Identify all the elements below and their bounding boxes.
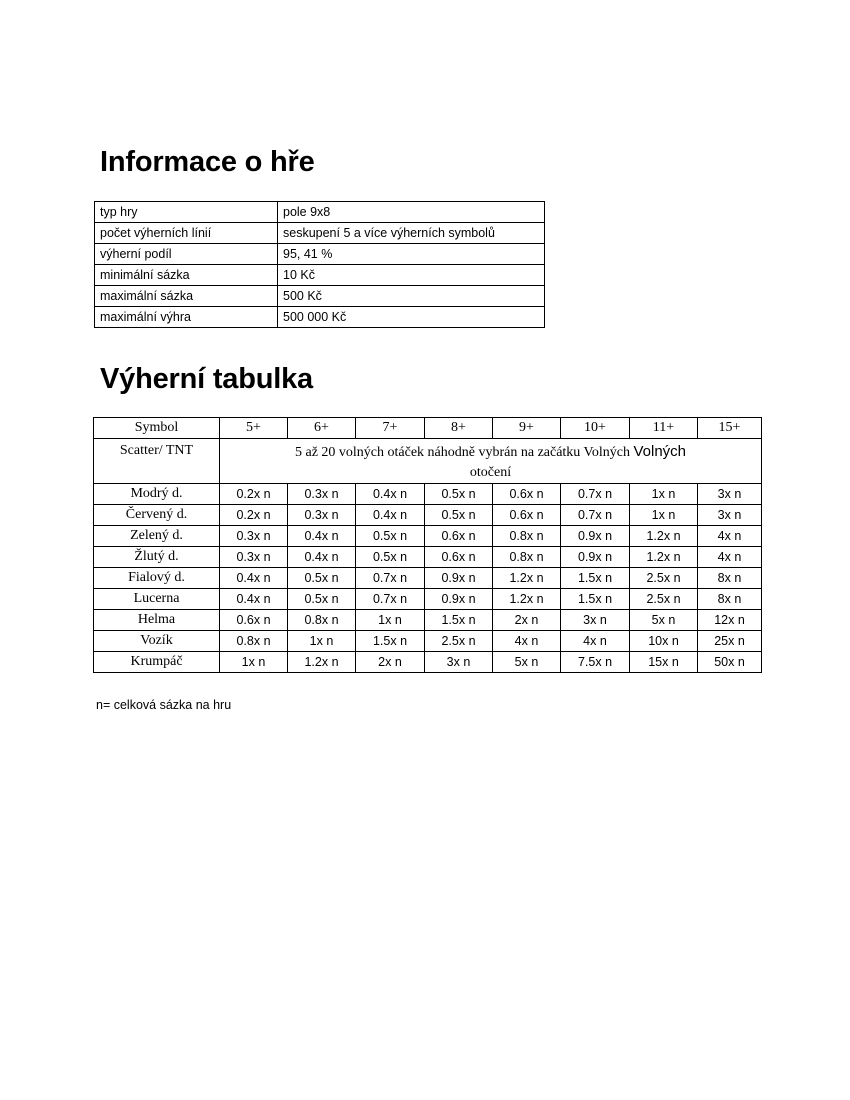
scatter-description bbox=[220, 439, 762, 484]
info-value: 500 000 Kč bbox=[278, 307, 545, 328]
payout-cell: 0.8x n bbox=[288, 610, 356, 631]
paytable-row bbox=[94, 547, 762, 568]
header-cell: 9+ bbox=[493, 418, 561, 439]
payout-cell: 25x n bbox=[698, 631, 762, 652]
paytable-row bbox=[94, 652, 762, 673]
footnote: n= celková sázka na hru bbox=[96, 698, 232, 712]
payout-cell: 0.9x n bbox=[425, 589, 493, 610]
payout-cell: 0.2x n bbox=[220, 505, 288, 526]
payout-cell: 0.4x n bbox=[288, 547, 356, 568]
payout-cell: 1.2x n bbox=[493, 568, 561, 589]
symbol-name: Fialový d. bbox=[94, 568, 220, 589]
payout-cell: 1.2x n bbox=[630, 547, 698, 568]
payout-cell: 1x n bbox=[630, 505, 698, 526]
payout-cell: 2x n bbox=[493, 610, 561, 631]
symbol-name: Krumpáč bbox=[94, 652, 220, 673]
info-row bbox=[95, 244, 545, 265]
symbol-name: Zelený d. bbox=[94, 526, 220, 547]
header-cell: 8+ bbox=[425, 418, 493, 439]
payout-cell: 3x n bbox=[698, 484, 762, 505]
payout-cell: 4x n bbox=[561, 631, 630, 652]
info-key: maximální sázka bbox=[95, 286, 278, 307]
payout-cell: 1x n bbox=[220, 652, 288, 673]
payout-cell: 0.5x n bbox=[356, 526, 425, 547]
info-value: 10 Kč bbox=[278, 265, 545, 286]
payout-cell: 0.5x n bbox=[425, 505, 493, 526]
payout-cell: 0.4x n bbox=[288, 526, 356, 547]
payout-cell: 12x n bbox=[698, 610, 762, 631]
payout-cell: 2.5x n bbox=[425, 631, 493, 652]
payout-cell: 15x n bbox=[630, 652, 698, 673]
paytable-row bbox=[94, 505, 762, 526]
info-key: minimální sázka bbox=[95, 265, 278, 286]
payout-cell: 1.5x n bbox=[356, 631, 425, 652]
info-row bbox=[95, 265, 545, 286]
info-key: počet výherních línií bbox=[95, 223, 278, 244]
payout-cell: 4x n bbox=[493, 631, 561, 652]
paytable-header-row bbox=[94, 418, 762, 439]
payout-cell: 0.7x n bbox=[561, 484, 630, 505]
payout-cell: 3x n bbox=[425, 652, 493, 673]
payout-cell: 0.5x n bbox=[288, 568, 356, 589]
header-cell: 10+ bbox=[561, 418, 630, 439]
header-cell: 11+ bbox=[630, 418, 698, 439]
paytable-row bbox=[94, 568, 762, 589]
payout-cell: 0.3x n bbox=[220, 547, 288, 568]
paytable-row bbox=[94, 589, 762, 610]
payout-cell: 1x n bbox=[356, 610, 425, 631]
symbol-name: Lucerna bbox=[94, 589, 220, 610]
info-row bbox=[95, 202, 545, 223]
payout-cell: 1.5x n bbox=[425, 610, 493, 631]
payout-cell: 7.5x n bbox=[561, 652, 630, 673]
payout-cell: 0.8x n bbox=[493, 526, 561, 547]
symbol-name: Modrý d. bbox=[94, 484, 220, 505]
info-row bbox=[95, 286, 545, 307]
scatter-symbol: Scatter/ TNT bbox=[94, 439, 220, 484]
payout-cell: 10x n bbox=[630, 631, 698, 652]
payout-cell: 0.2x n bbox=[220, 484, 288, 505]
header-cell: 5+ bbox=[220, 418, 288, 439]
payout-cell: 0.6x n bbox=[425, 547, 493, 568]
payout-cell: 1x n bbox=[288, 631, 356, 652]
payout-cell: 0.8x n bbox=[220, 631, 288, 652]
info-key: typ hry bbox=[95, 202, 278, 223]
payout-cell: 5x n bbox=[493, 652, 561, 673]
header-cell: 15+ bbox=[698, 418, 762, 439]
paytable-row bbox=[94, 631, 762, 652]
payout-cell: 0.4x n bbox=[356, 484, 425, 505]
scatter-row bbox=[94, 439, 762, 484]
header-cell: Symbol bbox=[94, 418, 220, 439]
payout-cell: 1x n bbox=[630, 484, 698, 505]
paytable-row bbox=[94, 610, 762, 631]
scatter-text-tail: otočení bbox=[469, 464, 512, 480]
payout-cell: 0.6x n bbox=[220, 610, 288, 631]
paytable bbox=[93, 417, 762, 673]
scatter-text-big: Volných bbox=[633, 442, 687, 460]
payout-cell: 1.2x n bbox=[630, 526, 698, 547]
payout-cell: 0.7x n bbox=[561, 505, 630, 526]
symbol-name: Žlutý d. bbox=[94, 547, 220, 568]
payout-cell: 50x n bbox=[698, 652, 762, 673]
payout-cell: 0.5x n bbox=[425, 484, 493, 505]
paytable-row bbox=[94, 526, 762, 547]
paytable-title: Výherní tabulka bbox=[100, 363, 313, 395]
symbol-name: Helma bbox=[94, 610, 220, 631]
payout-cell: 1.2x n bbox=[493, 589, 561, 610]
payout-cell: 0.4x n bbox=[220, 568, 288, 589]
payout-cell: 3x n bbox=[561, 610, 630, 631]
info-value: seskupení 5 a více výherních symbolů bbox=[278, 223, 545, 244]
payout-cell: 0.8x n bbox=[493, 547, 561, 568]
payout-cell: 3x n bbox=[698, 505, 762, 526]
payout-cell: 0.3x n bbox=[220, 526, 288, 547]
info-value: 500 Kč bbox=[278, 286, 545, 307]
payout-cell: 0.3x n bbox=[288, 484, 356, 505]
payout-cell: 0.4x n bbox=[356, 505, 425, 526]
payout-cell: 8x n bbox=[698, 568, 762, 589]
payout-cell: 0.5x n bbox=[288, 589, 356, 610]
payout-cell: 0.4x n bbox=[220, 589, 288, 610]
game-info-table bbox=[94, 201, 545, 328]
payout-cell: 2x n bbox=[356, 652, 425, 673]
payout-cell: 2.5x n bbox=[630, 589, 698, 610]
info-value: pole 9x8 bbox=[278, 202, 545, 223]
info-value: 95, 41 % bbox=[278, 244, 545, 265]
info-row bbox=[95, 223, 545, 244]
payout-cell: 0.7x n bbox=[356, 568, 425, 589]
info-key: maximální výhra bbox=[95, 307, 278, 328]
payout-cell: 0.5x n bbox=[356, 547, 425, 568]
payout-cell: 4x n bbox=[698, 547, 762, 568]
payout-cell: 0.9x n bbox=[561, 526, 630, 547]
symbol-name: Červený d. bbox=[94, 505, 220, 526]
payout-cell: 5x n bbox=[630, 610, 698, 631]
payout-cell: 1.5x n bbox=[561, 568, 630, 589]
payout-cell: 0.6x n bbox=[493, 484, 561, 505]
payout-cell: 1.2x n bbox=[288, 652, 356, 673]
payout-cell: 8x n bbox=[698, 589, 762, 610]
payout-cell: 0.6x n bbox=[425, 526, 493, 547]
payout-cell: 0.6x n bbox=[493, 505, 561, 526]
payout-cell: 0.3x n bbox=[288, 505, 356, 526]
scatter-text: 5 až 20 volných otáček náhodně vybrán na začátku Volných bbox=[294, 444, 630, 460]
payout-cell: 4x n bbox=[698, 526, 762, 547]
payout-cell: 0.7x n bbox=[356, 589, 425, 610]
payout-cell: 0.9x n bbox=[561, 547, 630, 568]
header-cell: 6+ bbox=[288, 418, 356, 439]
info-title: Informace o hře bbox=[100, 146, 315, 178]
symbol-name: Vozík bbox=[94, 631, 220, 652]
info-key: výherní podíl bbox=[95, 244, 278, 265]
payout-cell: 1.5x n bbox=[561, 589, 630, 610]
payout-cell: 0.9x n bbox=[425, 568, 493, 589]
paytable-row bbox=[94, 484, 762, 505]
payout-cell: 2.5x n bbox=[630, 568, 698, 589]
info-row bbox=[95, 307, 545, 328]
header-cell: 7+ bbox=[356, 418, 425, 439]
